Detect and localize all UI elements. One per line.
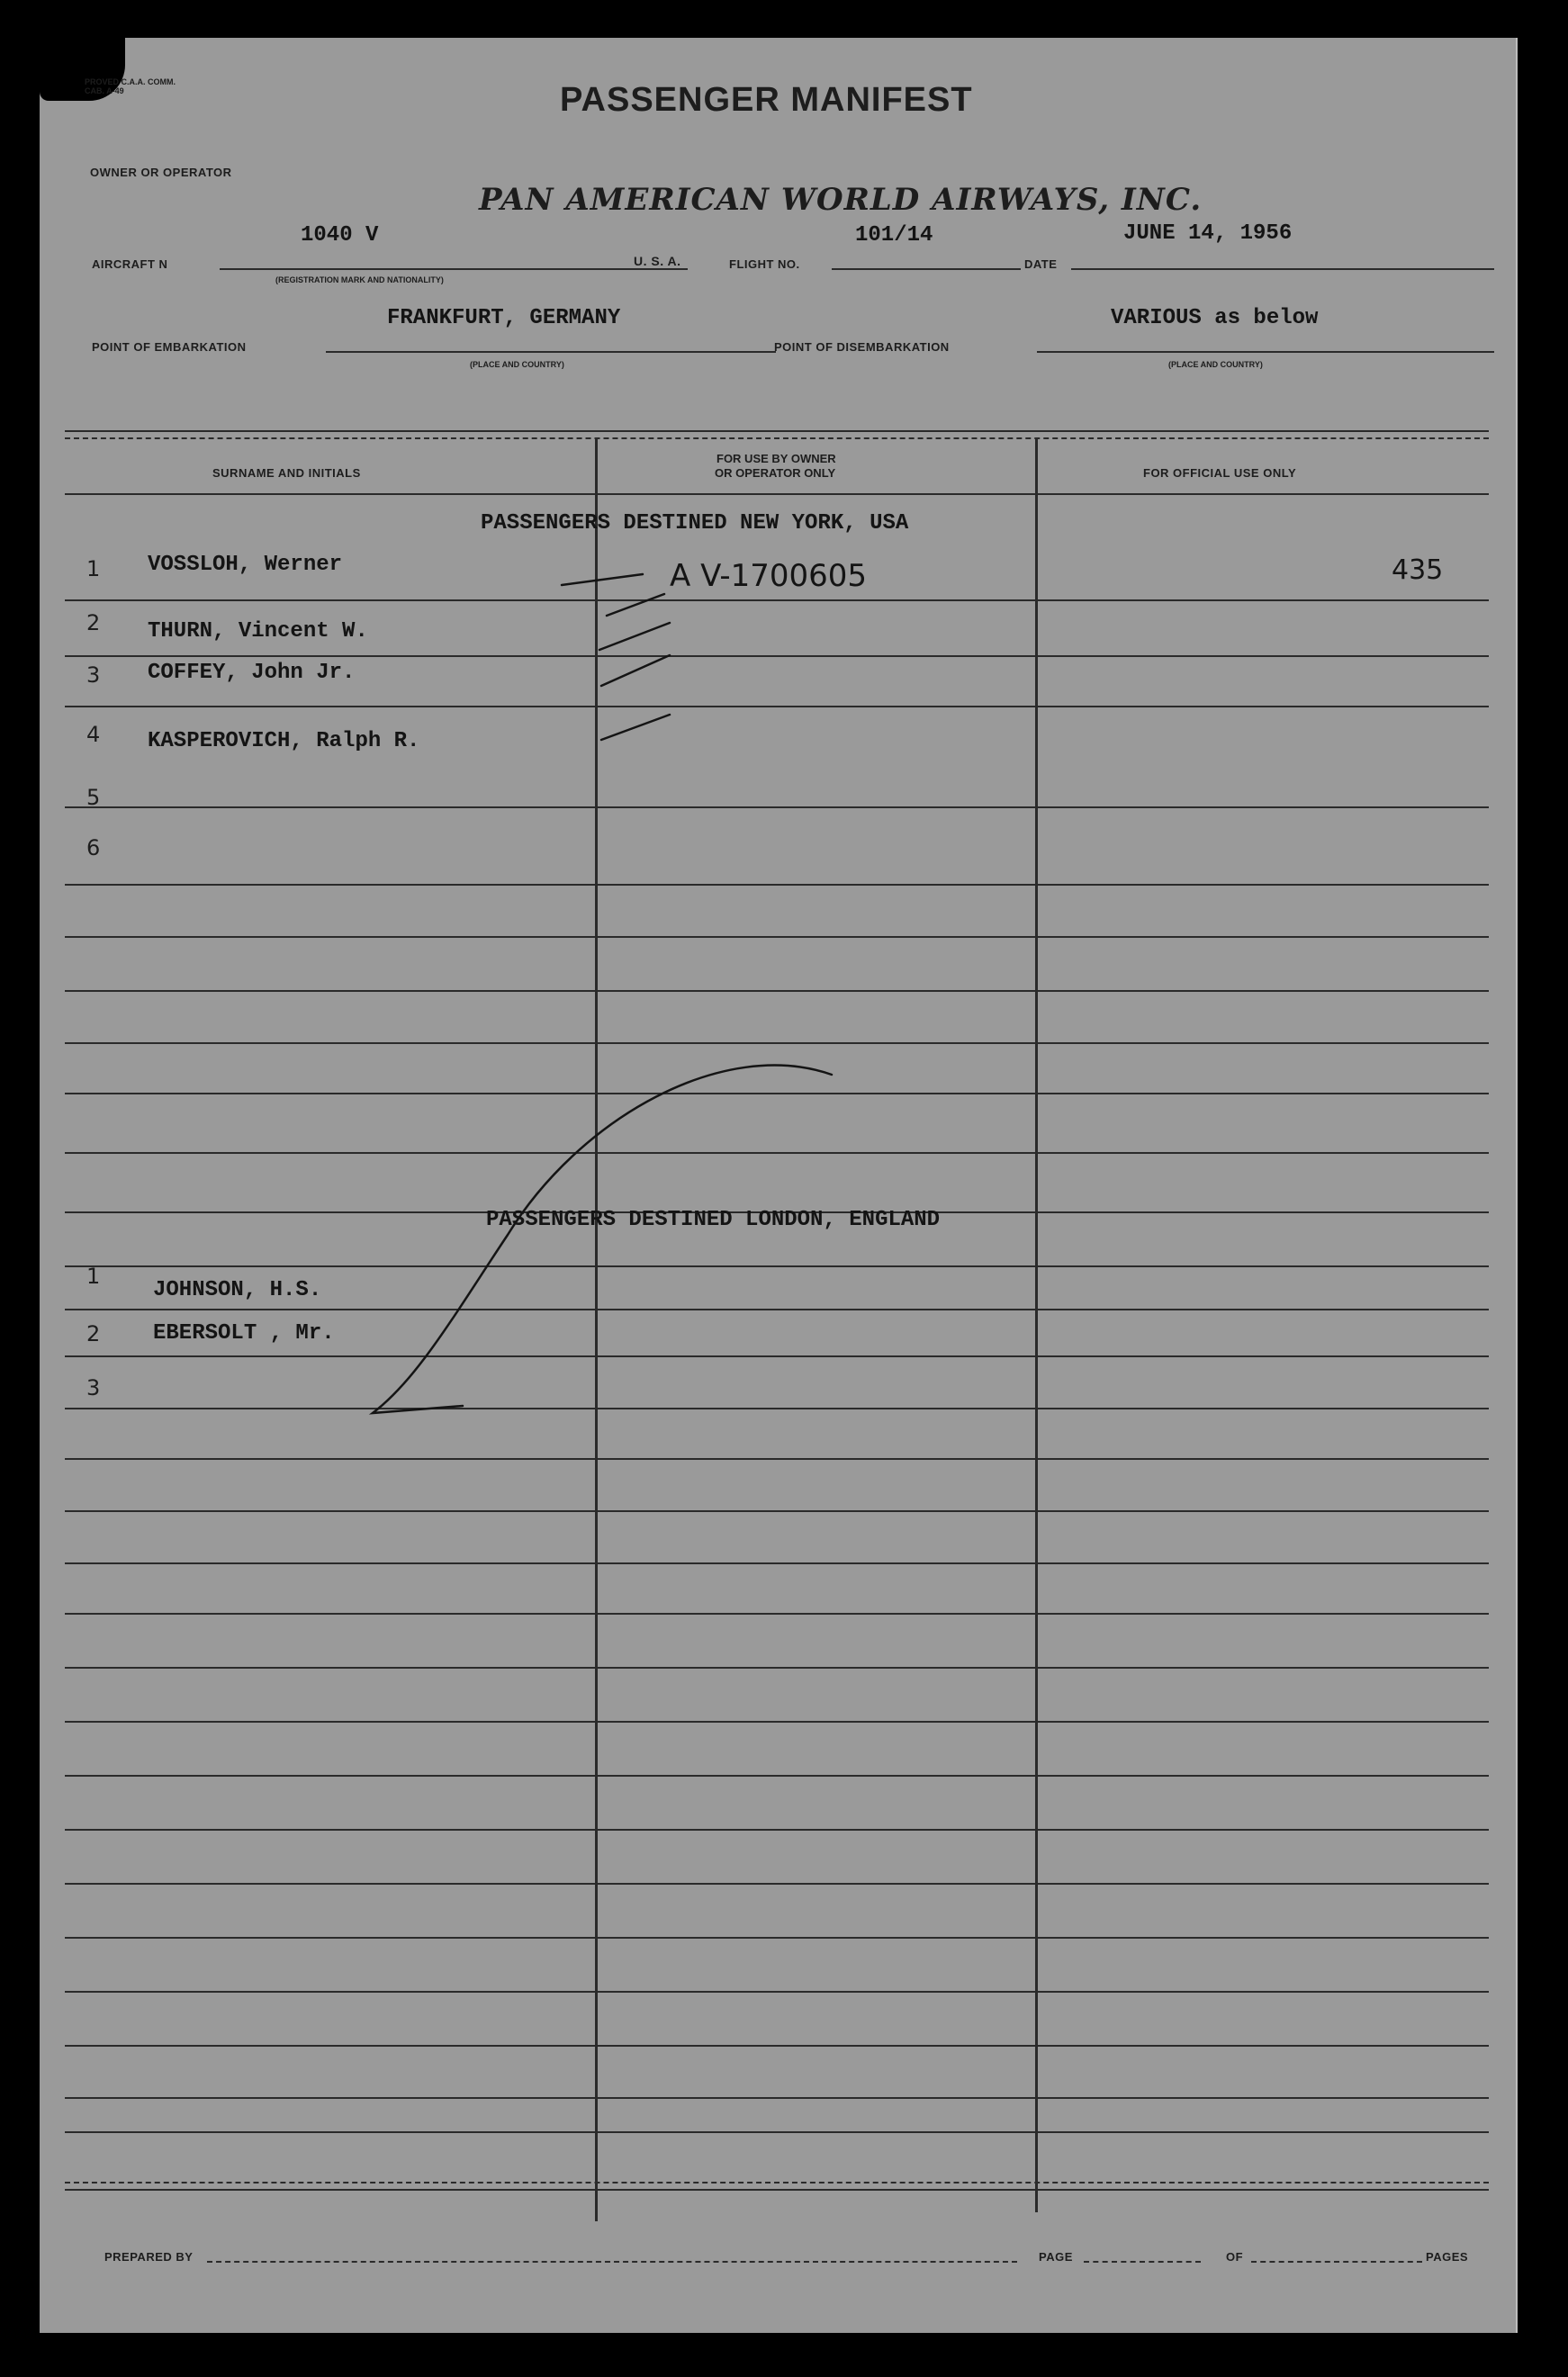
form-title: PASSENGER MANIFEST <box>560 81 973 119</box>
table-rule <box>65 1042 1489 1044</box>
table-rule <box>65 1937 1489 1939</box>
row-number: 6 <box>86 835 101 860</box>
passenger-name: THURN, Vincent W. <box>148 619 368 644</box>
table-rule <box>65 2045 1489 2047</box>
table-rule <box>65 2131 1489 2133</box>
table-rule <box>65 1883 1489 1885</box>
col-owner-header-1: FOR USE BY OWNER <box>716 452 836 465</box>
table-rule <box>65 1829 1489 1831</box>
section-heading-london: PASSENGERS DESTINED LONDON, ENGLAND <box>486 1208 941 1232</box>
check-mark <box>601 655 670 686</box>
table-rule <box>65 1775 1489 1777</box>
registration-caption: (REGISTRATION MARK AND NATIONALITY) <box>275 275 444 284</box>
row-number: 5 <box>86 785 101 810</box>
aircraft-value: 1040 V <box>301 223 379 248</box>
embark-value: FRANKFURT, GERMANY <box>387 306 621 330</box>
owner-label: OWNER OR OPERATOR <box>90 166 232 179</box>
table-rule <box>65 990 1489 992</box>
manifest-sheet <box>40 38 1518 2333</box>
table-rule <box>65 884 1489 886</box>
company-name: PAN AMERICAN WORLD AIRWAYS, INC. <box>479 182 1203 218</box>
flight-value: 101/14 <box>855 223 933 248</box>
check-mark <box>601 715 670 740</box>
page-label: PAGE <box>1039 2250 1073 2264</box>
table-rule <box>65 1355 1489 1357</box>
date-value: JUNE 14, 1956 <box>1123 221 1293 246</box>
disembark-label: POINT OF DISEMBARKATION <box>774 340 950 354</box>
table-rule <box>65 1613 1489 1615</box>
table-rule <box>65 1309 1489 1310</box>
passenger-name: JOHNSON, H.S. <box>153 1278 322 1302</box>
table-rule <box>65 1408 1489 1409</box>
row-number: 3 <box>86 1375 101 1400</box>
table-rule <box>65 1458 1489 1460</box>
table-rule <box>65 1265 1489 1267</box>
table-rule <box>65 1510 1489 1512</box>
row-number: 3 <box>86 662 101 688</box>
pages-label: PAGES <box>1426 2250 1469 2264</box>
table-rule <box>65 655 1489 657</box>
table-rule <box>65 706 1489 707</box>
disembark-value: VARIOUS as below <box>1111 306 1319 330</box>
usa-label: U. S. A. <box>634 254 681 268</box>
passenger-name: COFFEY, John Jr. <box>148 661 356 685</box>
row-number: 2 <box>86 1321 101 1346</box>
approval-stamp: PROVED C.A.A. COMM. CAB. A-49 <box>85 77 176 95</box>
table-rule <box>65 599 1489 601</box>
table-rule <box>65 1721 1489 1723</box>
row-number: 2 <box>86 610 101 635</box>
check-mark <box>607 594 664 616</box>
disembark-caption: (PLACE AND COUNTRY) <box>1168 360 1263 369</box>
row-number: 1 <box>86 1264 101 1289</box>
col-owner-header-2: OR OPERATOR ONLY <box>715 466 836 480</box>
table-rule <box>65 1562 1489 1564</box>
table-rule <box>65 1991 1489 1993</box>
table-rule <box>65 2097 1489 2099</box>
row-number: 1 <box>86 556 101 581</box>
passenger-name: KASPEROVICH, Ralph R. <box>148 729 420 753</box>
passenger-name: VOSSLOH, Werner <box>148 553 343 577</box>
prepared-by-label: PREPARED BY <box>104 2250 194 2264</box>
table-rule <box>65 1093 1489 1094</box>
embark-caption: (PLACE AND COUNTRY) <box>470 360 564 369</box>
table-rule <box>65 936 1489 938</box>
section-heading-new-york: PASSENGERS DESTINED NEW YORK, USA <box>481 511 909 536</box>
embark-label: POINT OF EMBARKATION <box>92 340 247 354</box>
flight-label: FLIGHT NO. <box>729 257 800 271</box>
table-rule <box>65 1152 1489 1154</box>
handwritten-marks <box>40 38 1516 2333</box>
table-rule <box>65 806 1489 808</box>
passenger-name: EBERSOLT , Mr. <box>153 1321 335 1346</box>
col-official-header: FOR OFFICIAL USE ONLY <box>1143 466 1297 480</box>
official-number: 435 <box>1392 554 1444 586</box>
row-number: 4 <box>86 722 101 747</box>
ditto-curve <box>373 1066 832 1413</box>
visa-annotation: A V-1700605 <box>670 558 868 594</box>
col-surname-header: SURNAME AND INITIALS <box>212 466 361 480</box>
table-rule <box>65 1667 1489 1669</box>
check-mark <box>562 574 643 585</box>
of-label: OF <box>1226 2250 1244 2264</box>
date-label: DATE <box>1024 257 1058 271</box>
check-mark <box>599 623 670 650</box>
aircraft-label: AIRCRAFT N <box>92 257 168 271</box>
